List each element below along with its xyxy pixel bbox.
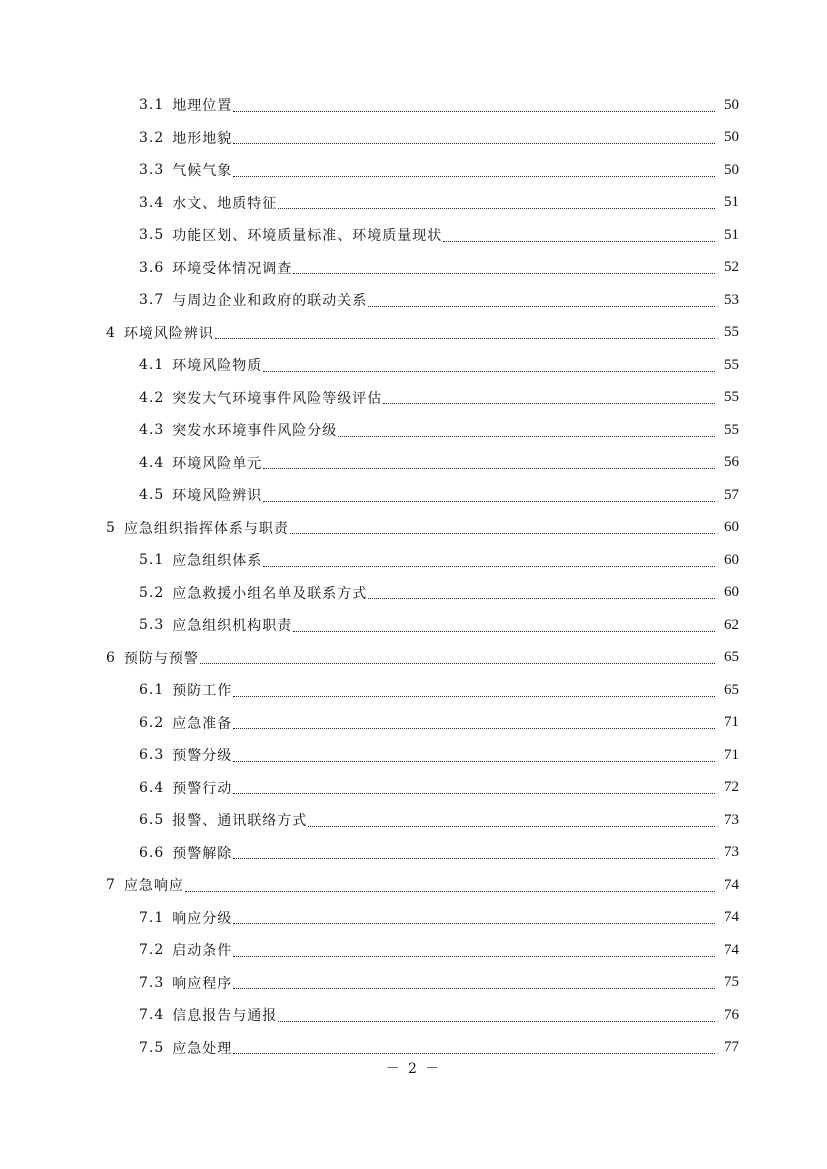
dot-leader xyxy=(383,402,715,404)
toc-entry[interactable] xyxy=(0,837,827,870)
toc-entry[interactable] xyxy=(0,967,827,1000)
toc-entry[interactable] xyxy=(0,89,827,122)
dot-leader xyxy=(233,175,715,177)
toc-entry-page: 73 xyxy=(724,844,739,861)
toc-entry[interactable] xyxy=(0,999,827,1032)
toc-entry-title: 信息报告与通报 xyxy=(172,1008,278,1025)
dot-leader xyxy=(233,727,715,729)
toc-entry-title: 预警解除 xyxy=(172,845,233,862)
toc-entry-page: 60 xyxy=(724,551,739,568)
toc-entry-number: 5.1 xyxy=(139,552,165,569)
toc-entry-title: 水文、地质特征 xyxy=(172,195,278,212)
toc-entry[interactable] xyxy=(0,772,827,805)
dot-leader xyxy=(215,337,715,339)
toc-entry[interactable] xyxy=(0,219,827,252)
toc-entry-number: 6.3 xyxy=(139,747,165,764)
toc-entry-title: 报警、通讯联络方式 xyxy=(172,813,308,830)
toc-entry-number: 3.2 xyxy=(139,129,165,146)
toc-entry-page: 57 xyxy=(724,486,739,503)
toc-entry[interactable] xyxy=(0,609,827,642)
toc-entry-title: 应急组织机构职责 xyxy=(172,618,293,635)
toc-entry-page: 50 xyxy=(724,129,739,146)
dot-leader xyxy=(233,1052,715,1054)
toc-entry-number: 7.3 xyxy=(139,974,165,991)
toc-entry-number: 4.3 xyxy=(139,422,165,439)
toc-entry-title: 预警分级 xyxy=(172,748,233,765)
toc-entry-number: 4 xyxy=(106,324,116,341)
table-of-contents xyxy=(0,89,827,1064)
toc-entry-title: 启动条件 xyxy=(172,943,233,960)
toc-entry[interactable] xyxy=(0,447,827,480)
toc-entry-number: 3.7 xyxy=(139,292,165,309)
toc-entry[interactable] xyxy=(0,642,827,675)
toc-entry-title: 响应分级 xyxy=(172,910,233,927)
toc-entry-number: 6.5 xyxy=(139,812,165,829)
toc-entry-title: 环境风险物质 xyxy=(172,358,263,375)
toc-entry-number: 3.1 xyxy=(139,97,165,114)
toc-entry-page: 50 xyxy=(724,96,739,113)
toc-entry[interactable] xyxy=(0,414,827,447)
dot-leader xyxy=(233,760,715,762)
dot-leader xyxy=(263,565,715,567)
toc-entry-title: 环境受体情况调查 xyxy=(172,260,293,277)
toc-entry-title: 环境风险单元 xyxy=(172,455,263,472)
dot-leader xyxy=(368,597,715,599)
toc-entry[interactable] xyxy=(0,252,827,285)
toc-entry-number: 4.4 xyxy=(139,454,165,471)
dot-leader xyxy=(263,467,715,469)
toc-entry-title: 应急组织体系 xyxy=(172,553,263,570)
toc-entry-title: 预防与预警 xyxy=(123,650,199,667)
toc-entry-number: 6.6 xyxy=(139,844,165,861)
toc-entry[interactable] xyxy=(0,154,827,187)
dot-leader xyxy=(233,922,715,924)
toc-entry-title: 气候气象 xyxy=(172,163,233,180)
toc-entry[interactable] xyxy=(0,317,827,350)
toc-entry-title: 应急响应 xyxy=(123,878,184,895)
toc-entry[interactable] xyxy=(0,902,827,935)
toc-entry-number: 4.5 xyxy=(139,487,165,504)
toc-entry[interactable] xyxy=(0,674,827,707)
toc-entry-number: 5 xyxy=(106,519,116,536)
toc-entry-title: 突发大气环境事件风险等级评估 xyxy=(172,390,383,407)
dot-leader xyxy=(233,857,715,859)
toc-entry-page: 72 xyxy=(724,779,739,796)
toc-entry-page: 60 xyxy=(724,519,739,536)
toc-entry-page: 55 xyxy=(724,421,739,438)
toc-entry-title: 环境风险辨识 xyxy=(123,325,214,342)
toc-entry-page: 74 xyxy=(724,941,739,958)
toc-entry-number: 7 xyxy=(106,877,116,894)
toc-entry[interactable] xyxy=(0,804,827,837)
toc-entry-number: 4.1 xyxy=(139,357,165,374)
toc-entry-title: 与周边企业和政府的联动关系 xyxy=(172,293,368,310)
toc-entry[interactable] xyxy=(0,479,827,512)
toc-entry[interactable] xyxy=(0,707,827,740)
toc-entry[interactable] xyxy=(0,284,827,317)
toc-entry-number: 5.3 xyxy=(139,617,165,634)
toc-entry-page: 55 xyxy=(724,324,739,341)
toc-entry-number: 3.4 xyxy=(139,194,165,211)
toc-entry-page: 74 xyxy=(724,909,739,926)
toc-entry-number: 7.4 xyxy=(139,1007,165,1024)
toc-entry-page: 77 xyxy=(724,1039,739,1056)
toc-entry-title: 突发水环境事件风险分级 xyxy=(172,423,338,440)
toc-entry-page: 73 xyxy=(724,811,739,828)
toc-entry[interactable] xyxy=(0,512,827,545)
toc-entry-title: 地理位置 xyxy=(172,98,233,115)
toc-entry-page: 76 xyxy=(724,1006,739,1023)
dot-leader xyxy=(443,240,715,242)
toc-entry-page: 51 xyxy=(724,226,739,243)
toc-entry-number: 7.5 xyxy=(139,1039,165,1056)
dot-leader xyxy=(308,825,715,827)
toc-entry-number: 3.6 xyxy=(139,259,165,276)
dot-leader xyxy=(290,532,715,534)
toc-entry-page: 71 xyxy=(724,746,739,763)
toc-entry-number: 4.2 xyxy=(139,389,165,406)
toc-entry-page: 74 xyxy=(724,876,739,893)
toc-entry-title: 预警行动 xyxy=(172,780,233,797)
toc-entry-page: 53 xyxy=(724,291,739,308)
toc-entry[interactable] xyxy=(0,869,827,902)
dot-leader xyxy=(278,207,715,209)
dot-leader xyxy=(263,370,715,372)
dot-leader xyxy=(278,1020,715,1022)
toc-entry-page: 65 xyxy=(724,649,739,666)
toc-entry[interactable] xyxy=(0,349,827,382)
dot-leader xyxy=(263,500,715,502)
toc-entry-page: 65 xyxy=(724,681,739,698)
dot-leader xyxy=(233,987,715,989)
toc-entry-page: 50 xyxy=(724,161,739,178)
dot-leader xyxy=(185,890,715,892)
dot-leader xyxy=(233,695,715,697)
toc-entry-title: 响应程序 xyxy=(172,975,233,992)
toc-entry-title: 功能区划、环境质量标准、环境质量现状 xyxy=(172,228,443,245)
toc-entry-number: 3.3 xyxy=(139,162,165,179)
toc-entry-number: 6 xyxy=(106,649,116,666)
toc-entry-number: 5.2 xyxy=(139,584,165,601)
toc-entry-title: 环境风险辨识 xyxy=(172,488,263,505)
toc-entry-title: 应急准备 xyxy=(172,715,233,732)
toc-entry-title: 地形地貌 xyxy=(172,130,233,147)
toc-entry-title: 应急处理 xyxy=(172,1040,233,1057)
toc-entry-page: 52 xyxy=(724,259,739,276)
dot-leader xyxy=(338,435,715,437)
toc-entry[interactable] xyxy=(0,382,827,415)
toc-entry[interactable] xyxy=(0,739,827,772)
page-number: － 2 － xyxy=(385,1061,442,1077)
toc-entry-page: 60 xyxy=(724,584,739,601)
toc-entry-title: 预防工作 xyxy=(172,683,233,700)
dot-leader xyxy=(233,110,715,112)
toc-entry-number: 3.5 xyxy=(139,227,165,244)
toc-entry[interactable] xyxy=(0,934,827,967)
dot-leader xyxy=(233,792,715,794)
dot-leader xyxy=(200,662,715,664)
toc-entry-page: 56 xyxy=(724,454,739,471)
toc-entry-page: 75 xyxy=(724,974,739,991)
toc-entry-number: 7.1 xyxy=(139,909,165,926)
toc-entry-title: 应急救援小组名单及联系方式 xyxy=(172,585,368,602)
toc-entry-page: 55 xyxy=(724,356,739,373)
toc-entry-number: 6.2 xyxy=(139,714,165,731)
toc-entry[interactable] xyxy=(0,577,827,610)
dot-leader xyxy=(233,955,715,957)
toc-entry[interactable] xyxy=(0,187,827,220)
toc-entry[interactable] xyxy=(0,544,827,577)
toc-entry-page: 51 xyxy=(724,194,739,211)
toc-entry-number: 7.2 xyxy=(139,942,165,959)
toc-entry-number: 6.1 xyxy=(139,682,165,699)
toc-entry-page: 71 xyxy=(724,714,739,731)
toc-entry-page: 55 xyxy=(724,389,739,406)
toc-entry[interactable] xyxy=(0,122,827,155)
toc-entry-number: 6.4 xyxy=(139,779,165,796)
toc-entry-page: 62 xyxy=(724,616,739,633)
dot-leader xyxy=(293,630,715,632)
toc-entry-title: 应急组织指挥体系与职责 xyxy=(123,520,289,537)
dot-leader xyxy=(293,272,715,274)
dot-leader xyxy=(368,305,715,307)
dot-leader xyxy=(233,142,715,144)
